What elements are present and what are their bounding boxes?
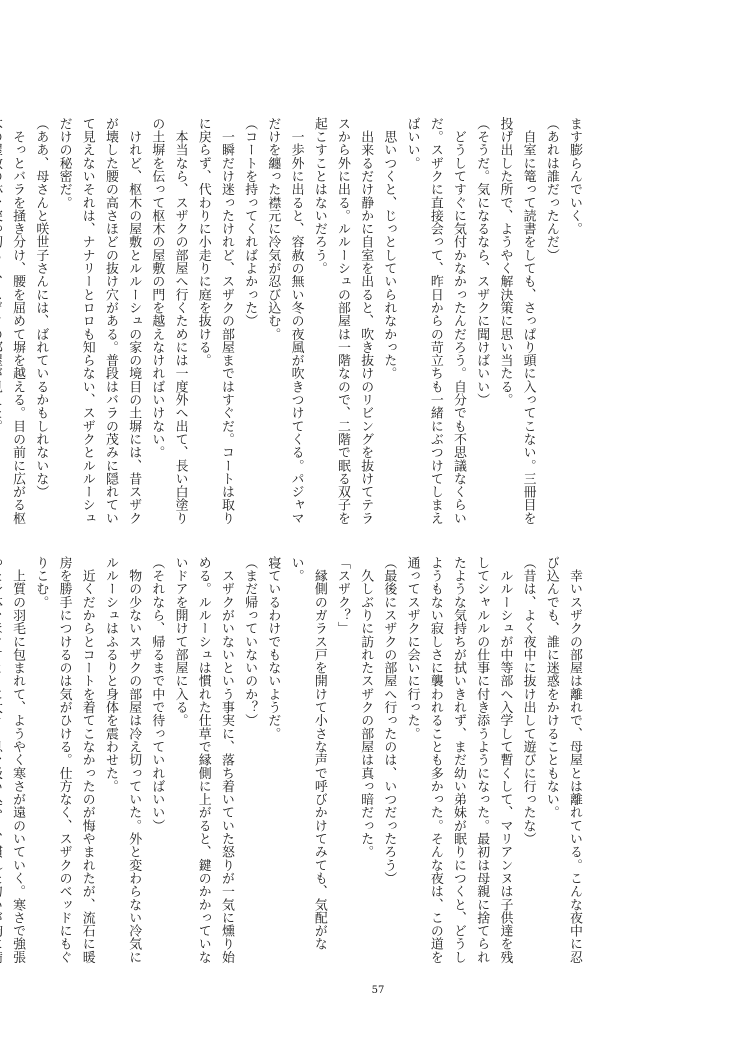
text-line: ようもない寂しさに襲われることも多かった。そんな夜は、この道を: [427, 556, 443, 964]
text-line: りこむ。: [33, 556, 49, 609]
text-line: に戻らず、代わりに小走りに庭を抜ける。: [195, 117, 211, 367]
upper-text-block: [10, 117, 586, 532]
text-line: 房を勝手につけるのは気がひける。仕方なく、スザクのベッドにもぐ: [56, 556, 72, 964]
text-line: （最後にスザクの部屋へ行ったのは、いつだったろう）: [381, 556, 397, 885]
text-line: ルルーシュが中等部へ入学して暫くして、マリアンヌは子供達を残: [497, 556, 513, 964]
text-line: 一瞬だけ迷ったけれど、スザクの部屋まではすぐだ。コートは取り: [218, 117, 234, 525]
text-line: び込んでも、誰に迷惑をかけることもない。: [543, 556, 559, 819]
text-line: の土塀を伝って枢木の屋敷の門を越えなければいけない。: [149, 117, 165, 459]
text-line: してシャルルの仕事に付き添うようになった。最初は母親に捨てられ: [474, 556, 490, 964]
page-number: 57: [371, 985, 385, 996]
text-line: 久しぶりに訪れたスザクの部屋は真っ暗だった。: [358, 556, 374, 859]
text-line: 起こすことはないだろう。: [311, 117, 327, 275]
text-line: ます膨らんでいく。: [567, 117, 582, 236]
text-line: 本当なら、スザクの部屋へ行くためには一度外へ出て、長い白塗り: [172, 117, 188, 525]
text-line: ルルーシュはふるりと身体を震わせた。: [102, 556, 118, 793]
text-line: [0, 556, 6, 971]
text-line: （それなら、帰るまで中で待っていればいい）: [149, 556, 165, 833]
text-line: （あれは誰だったんだ）: [543, 117, 559, 262]
text-line: 「スザク？」: [334, 556, 350, 635]
text-line: 出来るだけ静かに自室を出ると、吹き抜けのリビングを抜けてテラ: [358, 117, 374, 525]
text-line: そっとバラを掻き分け、腰を屈めて塀を越える。目の前に広がる枢: [10, 117, 26, 525]
text-line: 物の少ないスザクの部屋は冷え切っていた。外と変わらない冷気に: [126, 556, 142, 964]
text-line: 幸いスザクの部屋は離れで、母屋とは離れている。こんな夜中に忍: [567, 556, 582, 964]
text-line: める。ルルーシュは慣れた仕草で縁側に上がると、鍵のかかっていな: [195, 556, 211, 964]
text-line: （ああ、母さんと咲世子さんには、ばれているかもしれないな）: [33, 117, 49, 499]
text-line: スザクがいないという事実に、落ち着いていた怒りが一気に燻り始: [218, 556, 234, 964]
text-line: だけの秘密だ。: [56, 117, 72, 210]
text-line: だけを纏った襟元に冷気が忍び込む。: [265, 117, 281, 341]
text-line: 思いつくと、じっとしていられなかった。: [381, 117, 397, 380]
text-line: 近くだからとコートを着てこなかったのが悔やまれたが、流石に暖: [79, 556, 95, 964]
text-line: 通ってスザクに会いに行った。: [404, 556, 420, 741]
text-line: だ。スザクに直接会って、昨日からの苛立ちも一緒にぶつけてしまえ: [427, 117, 443, 525]
text-line: けれど、枢木の屋敷とルルーシュの家の境目の土塀には、昔スザク: [126, 117, 142, 525]
text-line: （まだ帰っていないのか？）: [242, 556, 258, 727]
text-line: どうしてすぐに気付かなかったんだろう。自分でも不思議なくらい: [450, 117, 466, 525]
text-line: スから外に出る。ルルーシュの部屋は一階なので、二階で眠る双子を: [334, 117, 350, 525]
text-line: たような気持ちが拭いきれず、まだ幼い弟妹が眠りにつくと、どうし: [450, 556, 466, 964]
text-line: 自室に篭って読書をしても、さっぱり頭に入ってこない。三冊目を: [520, 117, 536, 525]
text-line: 一歩外に出ると、容赦の無い冬の夜風が吹きつけてくる。パジャマ: [288, 117, 304, 525]
text-line: 寝ているわけでもないようだ。: [265, 556, 281, 741]
text-line: 投げ出した所で、ようやく解決策に思い当たる。: [497, 117, 513, 407]
text-line: ばいい。: [404, 117, 420, 170]
text-line: （コートを持ってくればよかった）: [242, 117, 258, 328]
text-line: （そうだ。気になるなら、スザクに聞けばいい）: [474, 117, 490, 407]
lower-text-block: [10, 556, 586, 971]
text-line: て見えないそれは、ナナリーとロロも知らない、スザクとルルーシュ: [79, 117, 95, 525]
text-line: 縁側のガラス戸を開けて小さな声で呼びかけてみても、気配がない。: [288, 556, 327, 951]
text-line: 上質の羽毛に包まれて、ようやく寒さが遠のいていく。寒さで強張: [10, 556, 26, 964]
text-line: いドアを開けて部屋に入る。: [172, 556, 188, 727]
text-line: （昔は、よく夜中に抜け出して遊びに行ったな）: [520, 556, 536, 846]
text-line: が壊した腰の高さほどの抜け穴がある。普段はバラの茂みに隠れてい: [102, 117, 118, 525]
